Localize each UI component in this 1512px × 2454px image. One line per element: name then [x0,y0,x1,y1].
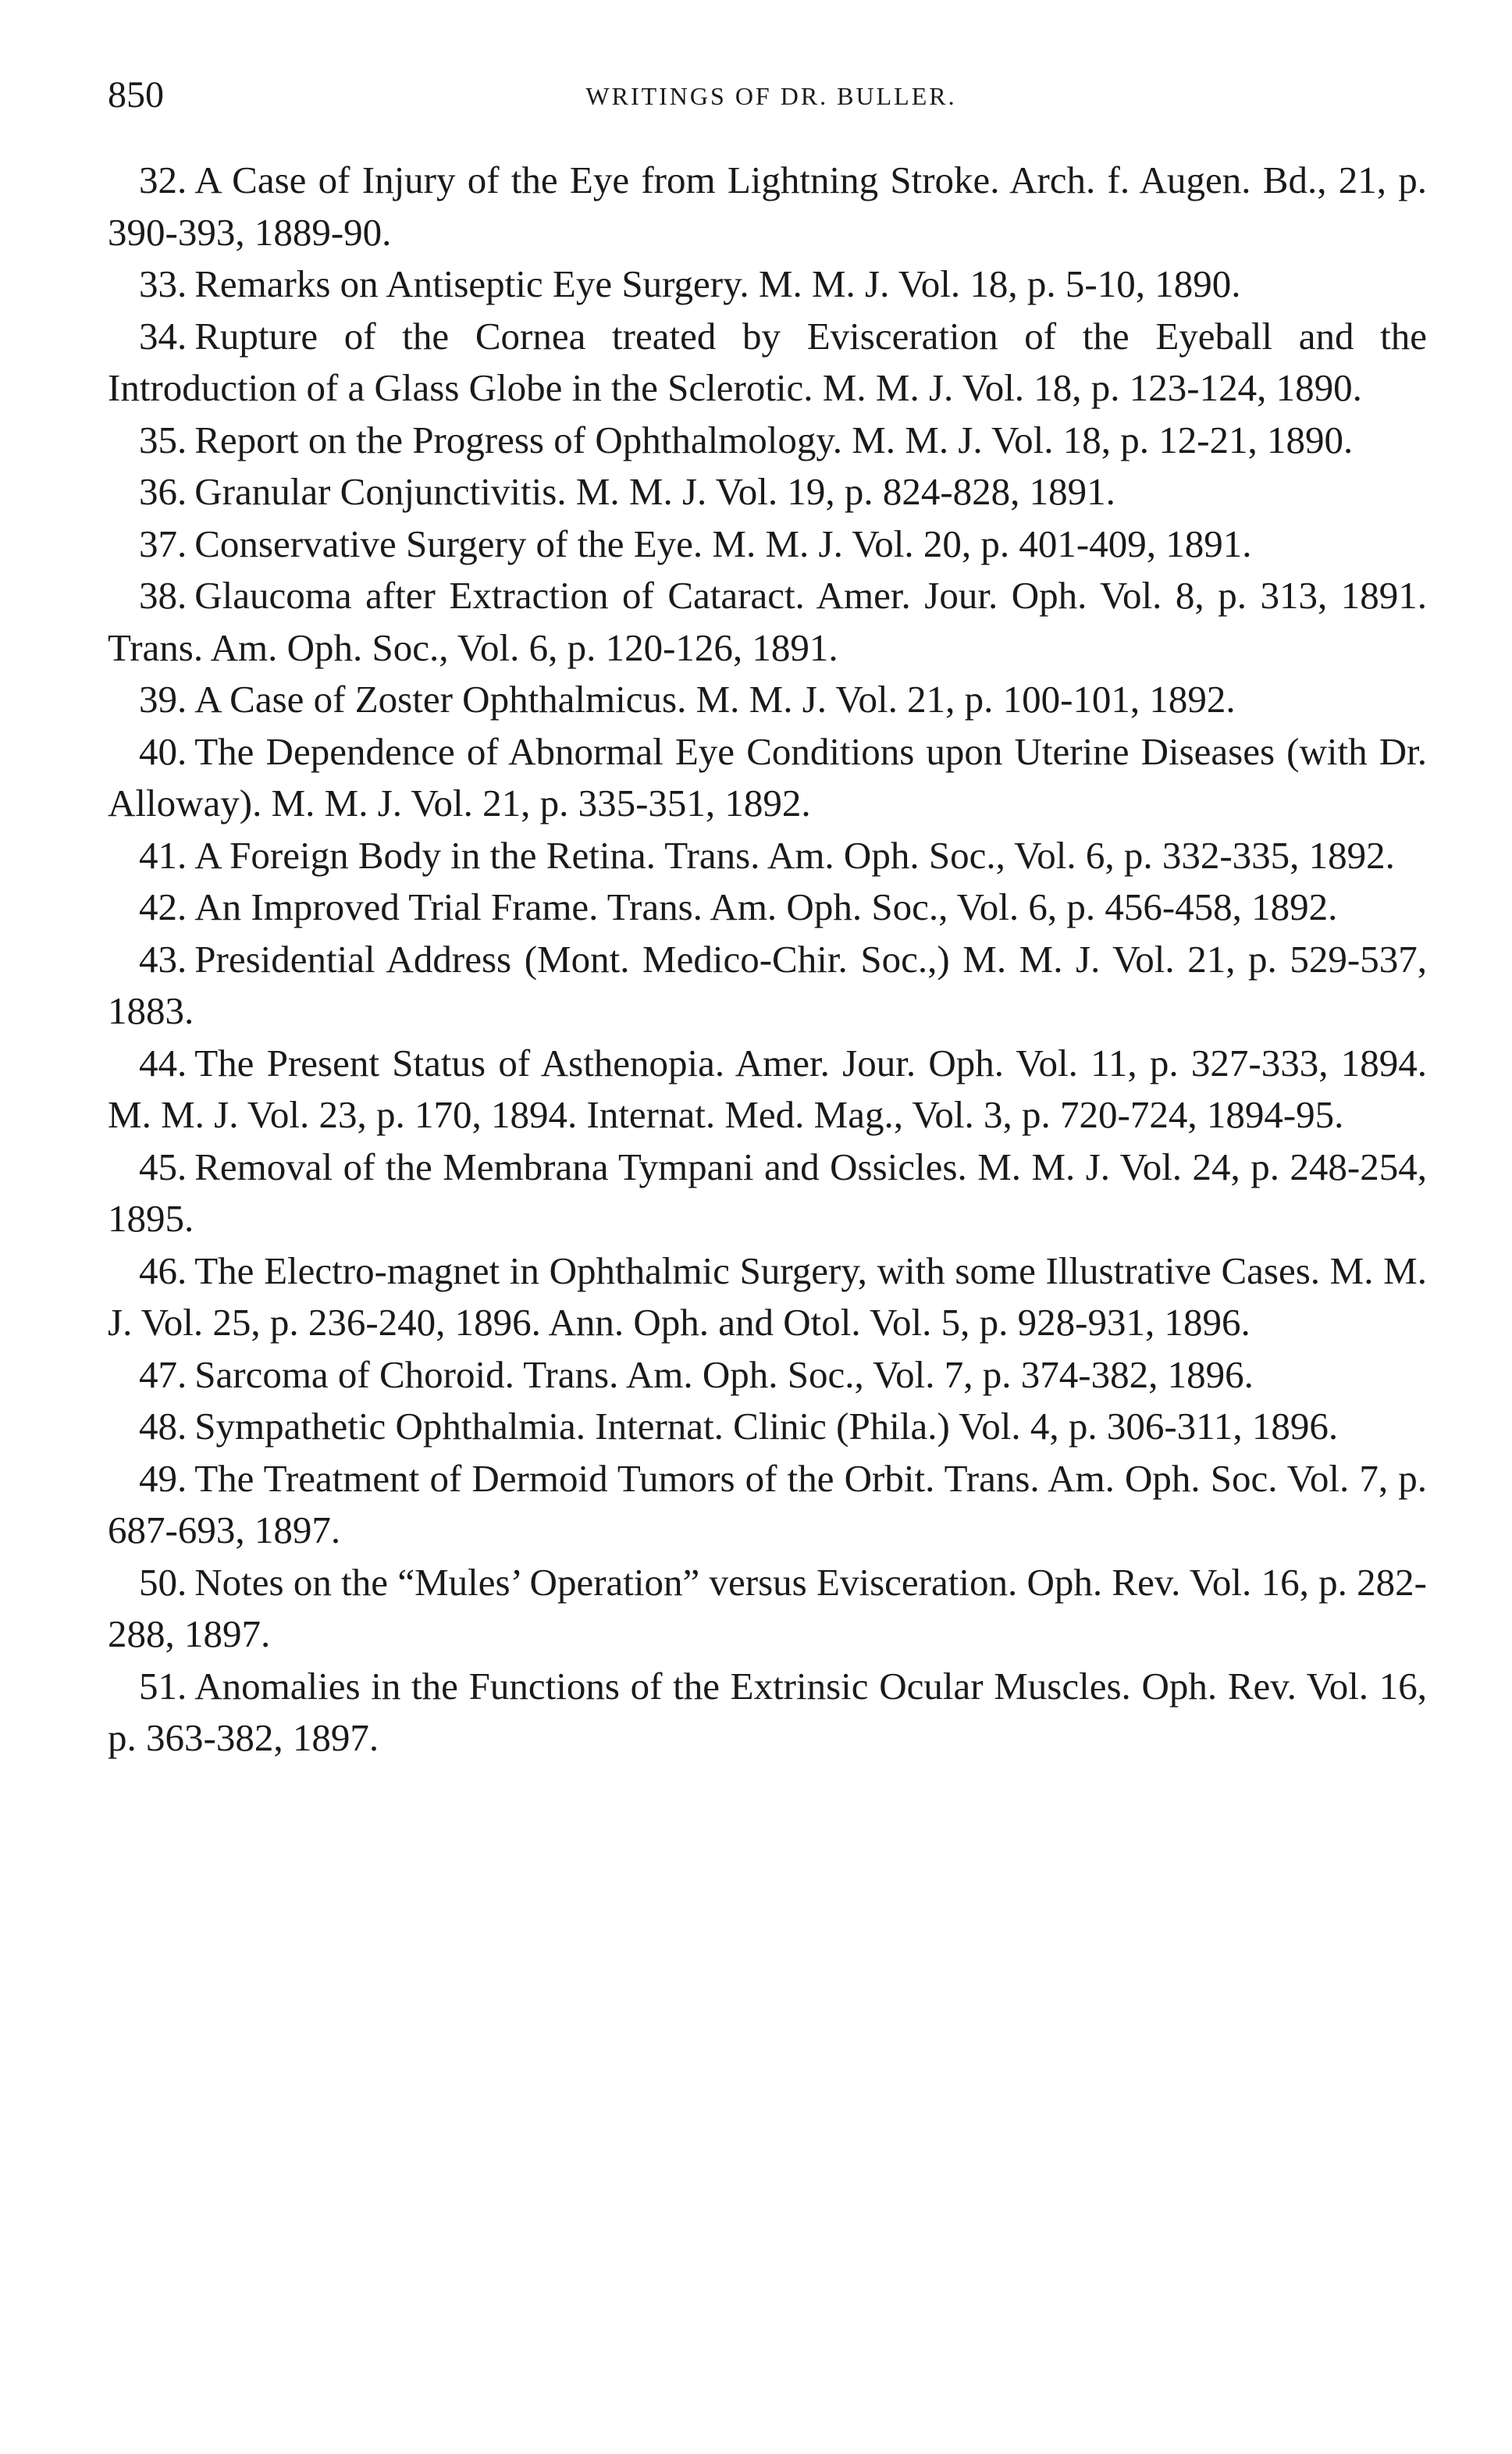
entry-text: Removal of the Membrana Tympani and Ossicles. M. M. J. Vol. 24, p. 248-254, 1895. [108,1145,1427,1240]
entry-number: 34. [139,314,187,358]
bibliography-entry [108,830,1427,882]
bibliography-entry [108,1038,1427,1142]
page-number: 850 [108,74,164,116]
entry-text: Notes on the “Mules’ Operation” versus Evisceration. Oph. Rev. Vol. 16, p. 282-288, 1897. [108,1560,1427,1655]
bibliography-entry [108,518,1427,571]
entry-number: 37. [139,522,187,565]
entry-number: 45. [139,1145,187,1188]
bibliography-entry [108,311,1427,415]
entry-text: Sarcoma of Choroid. Trans. Am. Oph. Soc., Vol. 7, p. 374-382, 1896. [194,1352,1254,1396]
entry-number: 47. [139,1352,187,1396]
entry-number: 51. [139,1664,187,1708]
bibliography-entry [108,1245,1427,1349]
entry-text: Glaucoma after Extraction of Cataract. Amer. Jour. Oph. Vol. 8, p. 313, 1891. Trans. Am. Oph. Soc., Vol. 6, p. 120-126, 1891. [108,574,1427,669]
entry-text: A Case of Zoster Ophthalmicus. M. M. J. Vol. 21, p. 100-101, 1892. [194,678,1236,721]
bibliography-entry [108,1557,1427,1661]
bibliography-entry [108,570,1427,674]
entry-text: Rupture of the Cornea treated by Evisceration of the Eyeball and the Introduction of a Glass Globe in the Sclerotic. M. M. J. Vol. 18, p. 123-124, 1890. [108,314,1427,409]
entry-text: A Foreign Body in the Retina. Trans. Am. Oph. Soc., Vol. 6, p. 332-335, 1892. [194,833,1395,877]
entry-number: 33. [139,262,187,305]
entry-number: 35. [139,418,187,461]
entry-number: 38. [139,574,187,617]
bibliography-entry [108,258,1427,311]
entry-text: Presidential Address (Mont. Medico-Chir. Soc.,) M. M. J. Vol. 21, p. 529-537, 1883. [108,937,1427,1032]
entry-number: 50. [139,1560,187,1604]
entry-number: 49. [139,1456,187,1500]
page-header [108,72,1435,119]
bibliography-entry [108,726,1427,830]
entry-text: The Treatment of Dermoid Tumors of the Orbit. Trans. Am. Oph. Soc. Vol. 7, p. 687-693, 1897. [108,1456,1427,1551]
bibliography-entry [108,1661,1427,1765]
entry-text: The Dependence of Abnormal Eye Conditions upon Uterine Diseases (with Dr. Alloway). M. M. J. Vol. 21, p. 335-351, 1892. [108,729,1427,825]
entry-text: The Electro-magnet in Ophthalmic Surgery, with some Illustrative Cases. M. M. J. Vol. 25, p. 236-240, 1896. Ann. Oph. and Otol. Vol. 5, p. 928-931, 1896. [108,1248,1427,1344]
entry-number: 36. [139,470,187,513]
bibliography-entry [108,1349,1427,1402]
entry-text: An Improved Trial Frame. Trans. Am. Oph. Soc., Vol. 6, p. 456-458, 1892. [194,885,1338,928]
bibliography-list [108,155,1427,1765]
entry-text: Granular Conjunctivitis. M. M. J. Vol. 19, p. 824-828, 1891. [194,470,1115,513]
entry-number: 39. [139,678,187,721]
entry-text: Sympathetic Ophthalmia. Internat. Clinic (Phila.) Vol. 4, p. 306-311, 1896. [194,1405,1339,1448]
entry-text: The Present Status of Asthenopia. Amer. Jour. Oph. Vol. 11, p. 327-333, 1894. M. M. J. Vol. 23, p. 170, 1894. Internat. Med. Mag., Vol. 3, p. 720-724, 1894-95. [108,1041,1427,1136]
bibliography-entry [108,1401,1427,1453]
entry-number: 43. [139,937,187,981]
entry-text: Remarks on Antiseptic Eye Surgery. M. M. J. Vol. 18, p. 5-10, 1890. [194,262,1241,305]
entry-number: 46. [139,1248,187,1292]
bibliography-entry [108,674,1427,726]
entry-text: A Case of Injury of the Eye from Lightning Stroke. Arch. f. Augen. Bd., 21, p. 390-393, 1889-90. [108,158,1427,254]
entry-number: 32. [139,158,187,201]
entry-number: 42. [139,885,187,928]
bibliography-entry [108,1453,1427,1557]
bibliography-entry [108,155,1427,258]
bibliography-entry [108,934,1427,1038]
bibliography-entry [108,1142,1427,1245]
entry-number: 44. [139,1041,187,1085]
entry-number: 41. [139,833,187,877]
entry-text: Conservative Surgery of the Eye. M. M. J. Vol. 20, p. 401-409, 1891. [194,522,1252,565]
bibliography-entry [108,415,1427,467]
entry-text: Report on the Progress of Ophthalmology. M. M. J. Vol. 18, p. 12-21, 1890. [194,418,1354,461]
entry-number: 40. [139,729,187,773]
bibliography-entry [108,882,1427,934]
entry-text: Anomalies in the Functions of the Extrinsic Ocular Muscles. Oph. Rev. Vol. 16, p. 363-382, 1897. [108,1664,1427,1759]
bibliography-entry [108,466,1427,518]
running-head: WRITINGS OF DR. BULLER. [585,82,957,110]
entry-number: 48. [139,1405,187,1448]
